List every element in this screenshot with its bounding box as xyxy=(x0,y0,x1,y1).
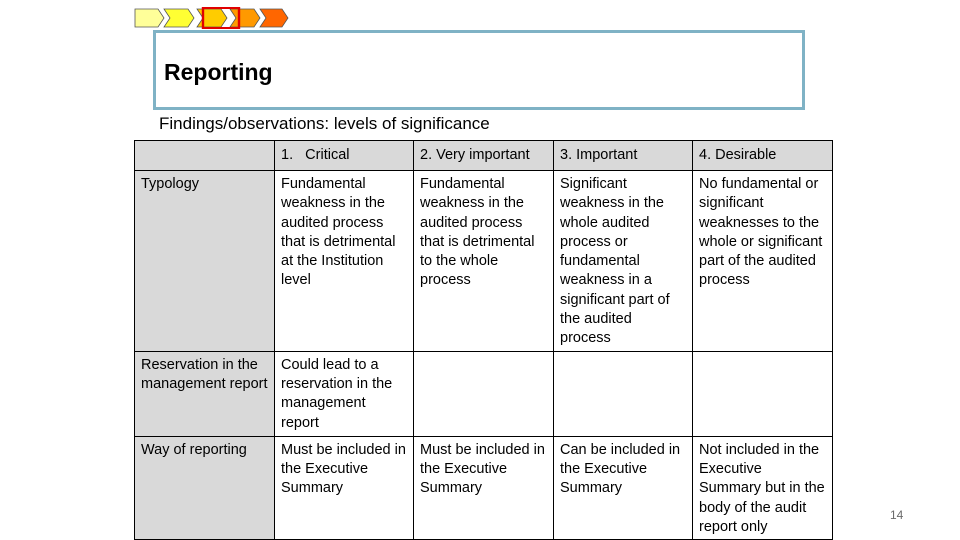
significance-table xyxy=(134,140,833,540)
header-cell-desirable: 4. Desirable xyxy=(693,141,833,171)
progress-step-3 xyxy=(197,9,227,27)
progress-step-4 xyxy=(230,9,260,27)
table-cell: Could lead to a reservation in the management report xyxy=(275,351,414,436)
row-label-way-of-reporting: Way of reporting xyxy=(135,436,275,539)
title-box xyxy=(153,30,805,110)
table-row-way-of-reporting xyxy=(135,436,833,539)
table-cell: Significant weakness in the whole audited process or fundamental weakness in a significant part of the audited process xyxy=(554,171,693,352)
header-cell-empty xyxy=(135,141,275,171)
table-cell xyxy=(554,351,693,436)
table-cell: Must be included in the Executive Summary xyxy=(414,436,554,539)
table-cell: No fundamental or significant weaknesses to the whole or significant part of the audited process xyxy=(693,171,833,352)
header-cell-critical: 1. Critical xyxy=(275,141,414,171)
table-cell: Fundamental weakness in the audited process that is detrimental to the whole process xyxy=(414,171,554,352)
table-cell xyxy=(693,351,833,436)
table-header-row xyxy=(135,141,833,171)
progress-step-2 xyxy=(164,9,194,27)
table-row-reservation xyxy=(135,351,833,436)
table-cell: Not included in the Executive Summary but in the body of the audit report only xyxy=(693,436,833,539)
progress-indicator xyxy=(134,7,294,29)
table-cell xyxy=(414,351,554,436)
row-label-typology: Typology xyxy=(135,171,275,352)
progress-step-1 xyxy=(135,9,164,27)
row-label-reservation: Reservation in the management report xyxy=(135,351,275,436)
slide-title: Reporting xyxy=(164,59,273,85)
table-row-typology xyxy=(135,171,833,352)
header-cell-important: 3. Important xyxy=(554,141,693,171)
header-cell-very-important: 2. Very important xyxy=(414,141,554,171)
slide-number: 14 xyxy=(890,508,904,522)
table-cell: Can be included in the Executive Summary xyxy=(554,436,693,539)
table-cell: Must be included in the Executive Summary xyxy=(275,436,414,539)
table-cell: Fundamental weakness in the audited process that is detrimental at the Institution level xyxy=(275,171,414,352)
slide-subtitle: Findings/observations: levels of significance xyxy=(159,114,490,133)
progress-step-5 xyxy=(260,9,288,27)
